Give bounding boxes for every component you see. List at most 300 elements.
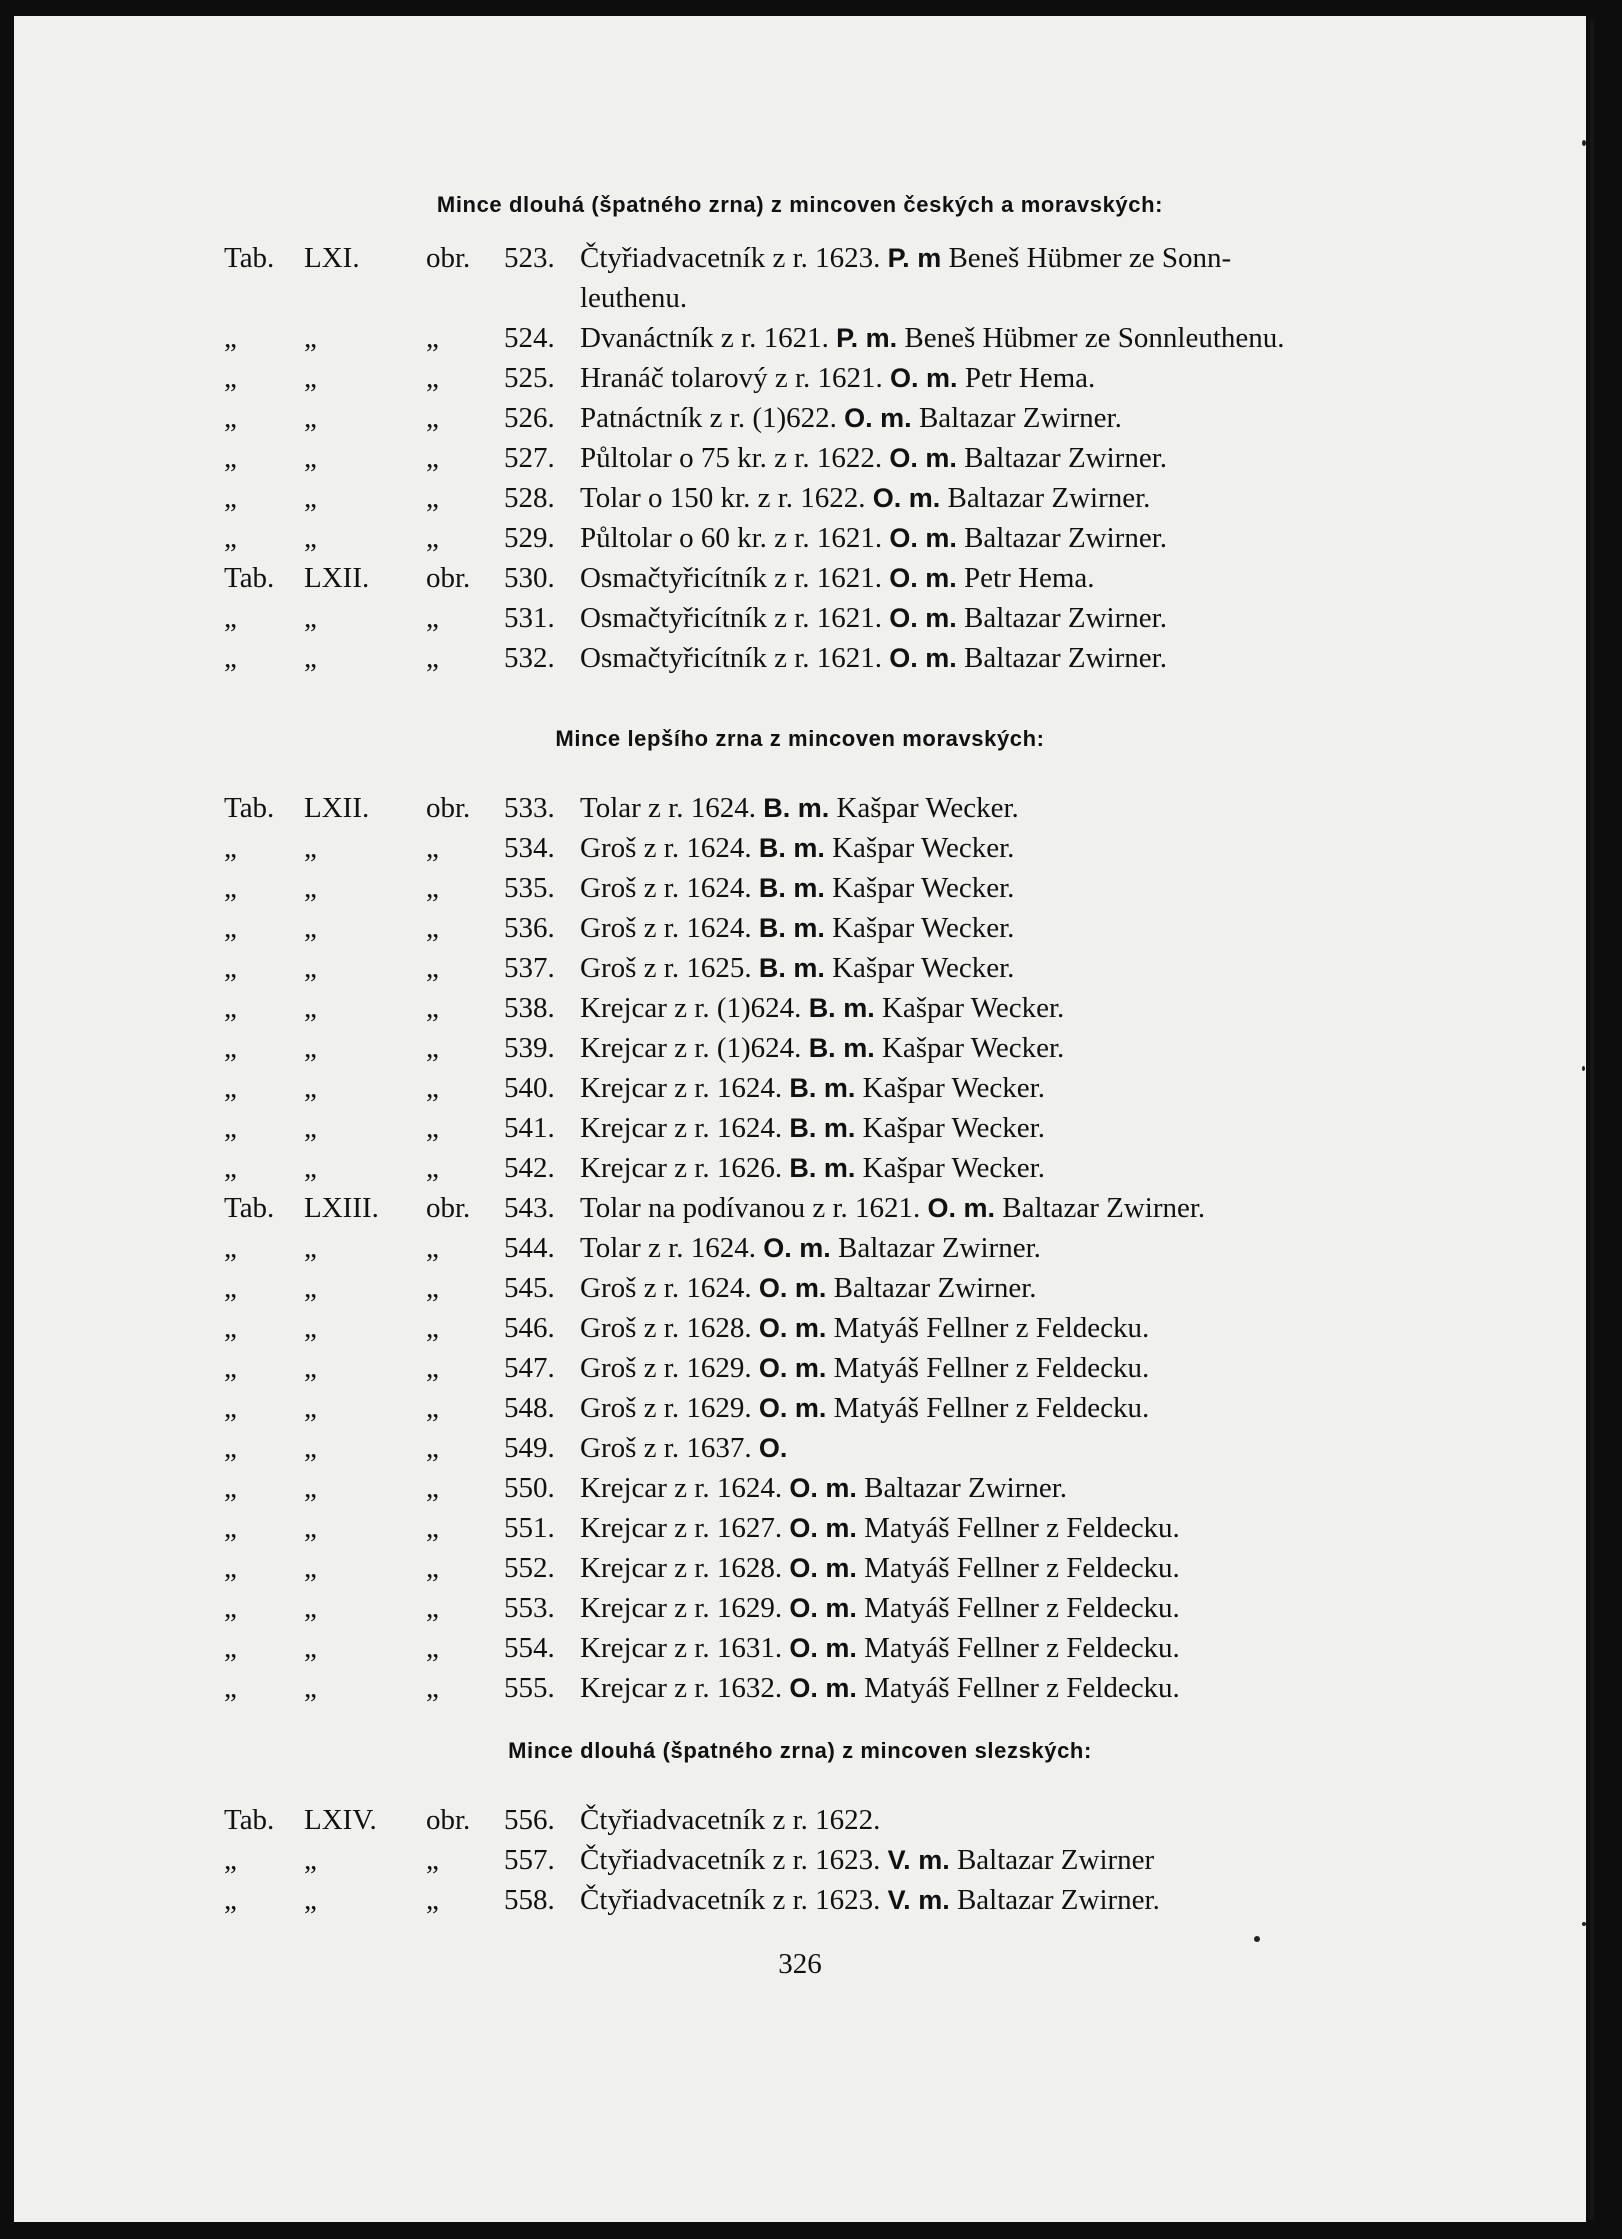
list-item xyxy=(14,1348,1586,1388)
plate-label: „ xyxy=(224,1552,237,1584)
mint-master: Matyáš Fellner z Feldecku. xyxy=(864,1512,1180,1544)
plate-label: „ xyxy=(224,1352,237,1384)
figure-label: „ xyxy=(426,1032,439,1064)
plate-label: „ xyxy=(224,992,237,1024)
plate-label: „ xyxy=(224,1272,237,1304)
coin-type-year: Groš z r. 1637. xyxy=(580,1432,752,1464)
mint-master: Petr Hema. xyxy=(964,562,1095,594)
coin-type-year: Krejcar z r. (1)624. xyxy=(580,992,802,1024)
mint-mark: O. m. xyxy=(927,1193,996,1223)
figure-number: 541. xyxy=(504,1112,555,1144)
figure-label: obr. xyxy=(426,242,471,274)
figure-number: 536. xyxy=(504,912,555,944)
figure-number: 540. xyxy=(504,1072,555,1104)
figure-label: „ xyxy=(426,1112,439,1144)
mint-master: Matyáš Fellner z Feldecku. xyxy=(864,1552,1180,1584)
mint-master: Kašpar Wecker. xyxy=(862,1072,1045,1104)
coin-description xyxy=(580,518,1167,558)
ink-speck xyxy=(1582,1922,1586,1926)
figure-number: 533. xyxy=(504,792,555,824)
plate-label: „ xyxy=(224,1152,237,1184)
mint-master: Baltazar Zwirner. xyxy=(833,1272,1037,1304)
list-item xyxy=(14,318,1586,358)
list-item xyxy=(14,1668,1586,1708)
mint-master: Matyáš Fellner z Feldecku. xyxy=(833,1352,1150,1384)
plate-label: „ xyxy=(224,1844,237,1876)
list-item xyxy=(14,1840,1586,1880)
figure-label: „ xyxy=(426,1232,439,1264)
figure-number: 526. xyxy=(504,402,555,434)
mint-mark: O. m. xyxy=(872,483,941,513)
figure-number: 527. xyxy=(504,442,555,474)
coin-description xyxy=(580,478,1150,518)
plate-number: „ xyxy=(304,1032,317,1064)
mint-master: Baltazar Zwirner. xyxy=(964,522,1167,554)
coin-description xyxy=(580,1508,1180,1548)
mint-master: Beneš Hübmer ze Sonn- xyxy=(948,242,1232,274)
plate-label: „ xyxy=(224,1432,237,1464)
mint-master: Baltazar Zwirner. xyxy=(837,1232,1041,1264)
list-item xyxy=(14,788,1586,828)
plate-number: „ xyxy=(304,482,317,514)
list-item xyxy=(14,868,1586,908)
plate-label: „ xyxy=(224,1592,237,1624)
list-item xyxy=(14,1800,1586,1840)
coin-type-year: Groš z r. 1624. xyxy=(580,872,752,904)
mint-master: Matyáš Fellner z Feldecku. xyxy=(833,1312,1150,1344)
list-item xyxy=(14,1428,1586,1468)
mint-mark: O. m. xyxy=(844,403,912,433)
coin-description xyxy=(580,1588,1180,1628)
coin-description xyxy=(580,868,1014,908)
plate-number: „ xyxy=(304,1112,317,1144)
figure-label: „ xyxy=(426,1352,439,1384)
coin-description xyxy=(580,1268,1037,1308)
list-item xyxy=(14,598,1586,638)
mint-mark: B. m. xyxy=(808,993,875,1023)
coin-type-year: Groš z r. 1624. xyxy=(580,832,752,864)
coin-description xyxy=(580,1468,1067,1508)
mint-mark: O. m. xyxy=(758,1353,827,1383)
mint-master: Kašpar Wecker. xyxy=(832,952,1015,984)
coin-type-year: Tolar z r. 1624. xyxy=(580,1232,756,1264)
mint-mark: B. m. xyxy=(789,1073,856,1103)
coin-description xyxy=(580,1068,1045,1108)
list-item xyxy=(14,358,1586,398)
mint-master: Kašpar Wecker. xyxy=(862,1152,1045,1184)
list-item xyxy=(14,1388,1586,1428)
list-item xyxy=(14,1468,1586,1508)
figure-label: „ xyxy=(426,1472,439,1504)
plate-number: „ xyxy=(304,402,317,434)
figure-number: 552. xyxy=(504,1552,555,1584)
figure-number: 538. xyxy=(504,992,555,1024)
plate-number: „ xyxy=(304,442,317,474)
list-item xyxy=(14,1028,1586,1068)
coin-type-year: Krejcar z r. 1631. xyxy=(580,1632,783,1664)
plate-label: „ xyxy=(224,402,237,434)
coin-description xyxy=(580,988,1064,1028)
coin-type-year: Půltolar o 60 kr. z r. 1621. xyxy=(580,522,883,554)
figure-number: 557. xyxy=(504,1844,555,1876)
plate-label: „ xyxy=(224,602,237,634)
coin-type-year: Čtyřiadvacetník z r. 1622. xyxy=(580,1804,881,1836)
plate-label: Tab. xyxy=(224,1192,275,1224)
coin-description xyxy=(580,1028,1064,1068)
figure-label: „ xyxy=(426,522,439,554)
plate-label: „ xyxy=(224,522,237,554)
plate-label: „ xyxy=(224,1032,237,1064)
figure-label: obr. xyxy=(426,792,471,824)
mint-master: Kašpar Wecker. xyxy=(832,872,1015,904)
list-item xyxy=(14,638,1586,678)
plate-label: Tab. xyxy=(224,562,275,594)
mint-mark: O. m. xyxy=(889,443,957,473)
mint-mark: O. m. xyxy=(789,1633,857,1663)
plate-number: „ xyxy=(304,1072,317,1104)
figure-label: „ xyxy=(426,1884,439,1916)
coin-description xyxy=(580,1188,1205,1228)
figure-label: „ xyxy=(426,1072,439,1104)
mint-master: Kašpar Wecker. xyxy=(881,992,1065,1024)
coin-type-year: Groš z r. 1624. xyxy=(580,1272,752,1304)
plate-number: „ xyxy=(304,1392,317,1424)
coin-description xyxy=(580,398,1122,438)
coin-description xyxy=(580,908,1014,948)
coin-type-year: Groš z r. 1628. xyxy=(580,1312,752,1344)
mint-mark: O. m. xyxy=(889,643,957,673)
list-item xyxy=(14,988,1586,1028)
coin-description xyxy=(580,558,1095,598)
figure-label: „ xyxy=(426,1152,439,1184)
mint-mark: B. m. xyxy=(758,873,825,903)
coin-description xyxy=(580,1668,1180,1708)
figure-number: 532. xyxy=(504,642,555,674)
coin-description xyxy=(580,1628,1180,1668)
figure-number: 544. xyxy=(504,1232,555,1264)
figure-label: „ xyxy=(426,832,439,864)
mint-master: Baltazar Zwirner. xyxy=(1002,1192,1206,1224)
plate-label: „ xyxy=(224,1392,237,1424)
mint-mark: O. m. xyxy=(789,1473,857,1503)
plate-label: „ xyxy=(224,1672,237,1704)
figure-label: „ xyxy=(426,322,439,354)
mint-mark: O. m. xyxy=(758,1313,827,1343)
mint-mark: O. m. xyxy=(890,363,958,393)
coin-description xyxy=(580,948,1014,988)
figure-number: 542. xyxy=(504,1152,555,1184)
plate-number: LXIII. xyxy=(304,1192,379,1224)
coin-description xyxy=(580,238,1231,278)
figure-number: 529. xyxy=(504,522,555,554)
plate-number: LXII. xyxy=(304,562,370,594)
plate-number: „ xyxy=(304,832,317,864)
coin-description xyxy=(580,1108,1045,1148)
coin-description xyxy=(580,1388,1149,1428)
plate-label: Tab. xyxy=(224,242,275,274)
mint-master: Matyáš Fellner z Feldecku. xyxy=(864,1672,1180,1704)
list-item xyxy=(14,518,1586,558)
plate-number: „ xyxy=(304,1472,317,1504)
coin-type-year: Osmačtyřicítník z r. 1621. xyxy=(580,642,883,674)
mint-mark: P. m. xyxy=(836,323,898,353)
figure-label: „ xyxy=(426,1312,439,1344)
plate-number: „ xyxy=(304,1632,317,1664)
mint-mark: O. m. xyxy=(789,1553,857,1583)
figure-number: 545. xyxy=(504,1272,555,1304)
mint-mark: O. m. xyxy=(758,1273,827,1303)
coin-type-year: Půltolar o 75 kr. z r. 1622. xyxy=(580,442,883,474)
plate-number: „ xyxy=(304,602,317,634)
plate-label: „ xyxy=(224,362,237,394)
list-item xyxy=(14,1108,1586,1148)
coin-type-year: Krejcar z r. 1624. xyxy=(580,1472,783,1504)
mint-mark: O. m. xyxy=(789,1513,857,1543)
list-item xyxy=(14,1628,1586,1668)
coin-type-year: Groš z r. 1629. xyxy=(580,1352,752,1384)
figure-label: „ xyxy=(426,1552,439,1584)
figure-label: „ xyxy=(426,362,439,394)
coin-type-year: Čtyřiadvacetník z r. 1623. xyxy=(580,1884,881,1916)
section-heading-moravian-better: Mince lepšího zrna z mincoven moravských: xyxy=(555,726,1045,751)
list-item xyxy=(14,1548,1586,1588)
figure-number: 551. xyxy=(504,1512,555,1544)
plate-number: „ xyxy=(304,872,317,904)
mint-master: Kašpar Wecker. xyxy=(832,912,1015,944)
coin-type-year: Krejcar z r. 1628. xyxy=(580,1552,783,1584)
plate-label: „ xyxy=(224,642,237,674)
plate-number: „ xyxy=(304,1552,317,1584)
coin-type-year: Groš z r. 1625. xyxy=(580,952,752,984)
figure-label: „ xyxy=(426,1672,439,1704)
figure-number: 546. xyxy=(504,1312,555,1344)
plate-number: „ xyxy=(304,1232,317,1264)
coin-description xyxy=(580,1308,1149,1348)
figure-label: „ xyxy=(426,1512,439,1544)
mint-master: Baltazar Zwirner. xyxy=(918,402,1122,434)
coin-description xyxy=(580,1428,787,1468)
mint-master: Baltazar Zwirner. xyxy=(964,602,1167,634)
figure-label: „ xyxy=(426,1272,439,1304)
mint-mark: B. m. xyxy=(758,953,825,983)
list-item xyxy=(14,1880,1586,1920)
coin-type-year: Krejcar z r. 1624. xyxy=(580,1112,783,1144)
coin-type-year: Krejcar z r. 1629. xyxy=(580,1592,783,1624)
list-item xyxy=(14,948,1586,988)
plate-label: „ xyxy=(224,1472,237,1504)
plate-number: „ xyxy=(304,1352,317,1384)
plate-number: „ xyxy=(304,1672,317,1704)
plate-number: LXII. xyxy=(304,792,370,824)
coin-type-year: Patnáctník z r. (1)622. xyxy=(580,402,837,434)
figure-number: 548. xyxy=(504,1392,555,1424)
figure-number: 555. xyxy=(504,1672,555,1704)
coin-type-year: Osmačtyřicítník z r. 1621. xyxy=(580,602,883,634)
mint-mark: O. m. xyxy=(789,1673,857,1703)
coin-description xyxy=(580,1348,1149,1388)
list-item xyxy=(14,1068,1586,1108)
figure-number: 530. xyxy=(504,562,555,594)
coin-description xyxy=(580,1880,1160,1920)
coin-description xyxy=(580,828,1014,868)
plate-label: „ xyxy=(224,1512,237,1544)
ink-speck xyxy=(1582,1066,1585,1071)
coin-type-year: Groš z r. 1629. xyxy=(580,1392,752,1424)
figure-number: 531. xyxy=(504,602,555,634)
plate-number: LXI. xyxy=(304,242,360,274)
list-item xyxy=(14,398,1586,438)
plate-number: „ xyxy=(304,1312,317,1344)
mint-mark: O. m. xyxy=(758,1393,827,1423)
figure-number: 549. xyxy=(504,1432,555,1464)
plate-label: „ xyxy=(224,832,237,864)
ink-speck xyxy=(1582,140,1586,146)
mint-master: Matyáš Fellner z Feldecku. xyxy=(864,1632,1180,1664)
mint-master: Petr Hema. xyxy=(964,362,1096,394)
coin-description xyxy=(580,358,1095,398)
list-item xyxy=(14,1588,1586,1628)
page-edge xyxy=(1590,20,1594,2220)
section-heading-czech-moravian: Mince dlouhá (špatného zrna) z mincoven českých a moravských: xyxy=(436,192,1164,217)
figure-label: „ xyxy=(426,1844,439,1876)
list-item xyxy=(14,1308,1586,1348)
figure-label: obr. xyxy=(426,1804,471,1836)
mint-mark: B. m. xyxy=(808,1033,875,1063)
mint-master: Kašpar Wecker. xyxy=(862,1112,1045,1144)
mint-master: Baltazar Zwirner. xyxy=(864,1472,1068,1504)
list-item xyxy=(14,1228,1586,1268)
page-number: 326 xyxy=(778,1948,822,1980)
coin-description xyxy=(580,638,1167,678)
mint-mark: O. xyxy=(758,1433,788,1463)
description-continuation: leuthenu. xyxy=(580,282,688,314)
mint-mark: O. m. xyxy=(789,1593,857,1623)
figure-label: „ xyxy=(426,952,439,984)
coin-type-year: Hranáč tolarový z r. 1621. xyxy=(580,362,883,394)
list-item xyxy=(14,908,1586,948)
coin-type-year: Tolar na podívanou z r. 1621. xyxy=(580,1192,921,1224)
figure-number: 523. xyxy=(504,242,555,274)
plate-label: „ xyxy=(224,1112,237,1144)
plate-label: „ xyxy=(224,872,237,904)
figure-number: 547. xyxy=(504,1352,555,1384)
plate-number: „ xyxy=(304,1844,317,1876)
mint-mark: B. m. xyxy=(758,833,825,863)
section-heading-silesian: Mince dlouhá (špatného zrna) z mincoven slezských: xyxy=(508,1738,1092,1763)
figure-number: 556. xyxy=(504,1804,555,1836)
coin-description xyxy=(580,1548,1180,1588)
coin-type-year: Krejcar z r. 1624. xyxy=(580,1072,783,1104)
mint-mark: O. m. xyxy=(889,563,957,593)
mint-master: Baltazar Zwirner. xyxy=(964,442,1167,474)
coin-type-year: Osmačtyřicítník z r. 1621. xyxy=(580,562,883,594)
plate-label: Tab. xyxy=(224,1804,275,1836)
plate-number: „ xyxy=(304,1432,317,1464)
figure-number: 534. xyxy=(504,832,555,864)
mint-master: Baltazar Zwirner. xyxy=(956,1884,1160,1916)
plate-number: „ xyxy=(304,912,317,944)
coin-description xyxy=(580,1840,1154,1880)
figure-number: 528. xyxy=(504,482,555,514)
plate-label: „ xyxy=(224,1884,237,1916)
figure-label: „ xyxy=(426,1392,439,1424)
coin-type-year: Čtyřiadvacetník z r. 1623. xyxy=(580,1844,881,1876)
figure-label: „ xyxy=(426,482,439,514)
figure-label: „ xyxy=(426,442,439,474)
plate-label: „ xyxy=(224,482,237,514)
coin-type-year: Dvanáctník z r. 1621. xyxy=(580,322,829,354)
plate-number: „ xyxy=(304,1272,317,1304)
plate-number: „ xyxy=(304,362,317,394)
coin-description xyxy=(580,318,1285,358)
plate-label: „ xyxy=(224,1632,237,1664)
list-item xyxy=(14,478,1586,518)
figure-label: „ xyxy=(426,602,439,634)
mint-mark: B. m. xyxy=(763,793,830,823)
plate-label: „ xyxy=(224,322,237,354)
mint-master: Baltazar Zwirner. xyxy=(964,642,1167,674)
coin-type-year: Tolar o 150 kr. z r. 1622. xyxy=(580,482,866,514)
plate-label: „ xyxy=(224,1072,237,1104)
figure-number: 535. xyxy=(504,872,555,904)
plate-label: „ xyxy=(224,1312,237,1344)
mint-mark: V. m. xyxy=(887,1885,950,1915)
mint-master: Kašpar Wecker. xyxy=(881,1032,1065,1064)
figure-number: 525. xyxy=(504,362,555,394)
plate-number: „ xyxy=(304,1512,317,1544)
figure-label: „ xyxy=(426,1432,439,1464)
coin-type-year: Čtyřiadvacetník z r. 1623. xyxy=(580,242,881,274)
mint-master: Kašpar Wecker. xyxy=(832,832,1015,864)
figure-label: „ xyxy=(426,912,439,944)
figure-label: „ xyxy=(426,872,439,904)
coin-type-year: Krejcar z r. 1632. xyxy=(580,1672,783,1704)
figure-label: obr. xyxy=(426,562,471,594)
plate-label: „ xyxy=(224,912,237,944)
coin-type-year: Krejcar z r. 1627. xyxy=(580,1512,783,1544)
coin-description xyxy=(580,1800,880,1840)
list-item xyxy=(14,558,1586,598)
figure-label: „ xyxy=(426,1632,439,1664)
figure-label: obr. xyxy=(426,1192,471,1224)
figure-number: 537. xyxy=(504,952,555,984)
plate-number: „ xyxy=(304,992,317,1024)
list-item xyxy=(14,1188,1586,1228)
mint-mark: O. m. xyxy=(763,1233,831,1263)
figure-number: 524. xyxy=(504,322,555,354)
figure-label: „ xyxy=(426,402,439,434)
plate-number: „ xyxy=(304,952,317,984)
figure-label: „ xyxy=(426,992,439,1024)
mint-mark: B. m. xyxy=(789,1153,856,1183)
mint-master: Beneš Hübmer ze Sonnleuthenu. xyxy=(904,322,1285,354)
coin-description xyxy=(580,598,1167,638)
coin-type-year: Groš z r. 1624. xyxy=(580,912,752,944)
coin-description xyxy=(580,788,1019,828)
mint-mark: P. m xyxy=(887,243,942,273)
coin-type-year: Krejcar z r. 1626. xyxy=(580,1152,783,1184)
figure-number: 553. xyxy=(504,1592,555,1624)
figure-number: 550. xyxy=(504,1472,555,1504)
list-item xyxy=(14,1268,1586,1308)
figure-number: 539. xyxy=(504,1032,555,1064)
plate-number: „ xyxy=(304,1152,317,1184)
mint-mark: O. m. xyxy=(889,523,957,553)
plate-number: „ xyxy=(304,522,317,554)
figure-label: „ xyxy=(426,1592,439,1624)
coin-type-year: Tolar z r. 1624. xyxy=(580,792,756,824)
figure-label: „ xyxy=(426,642,439,674)
